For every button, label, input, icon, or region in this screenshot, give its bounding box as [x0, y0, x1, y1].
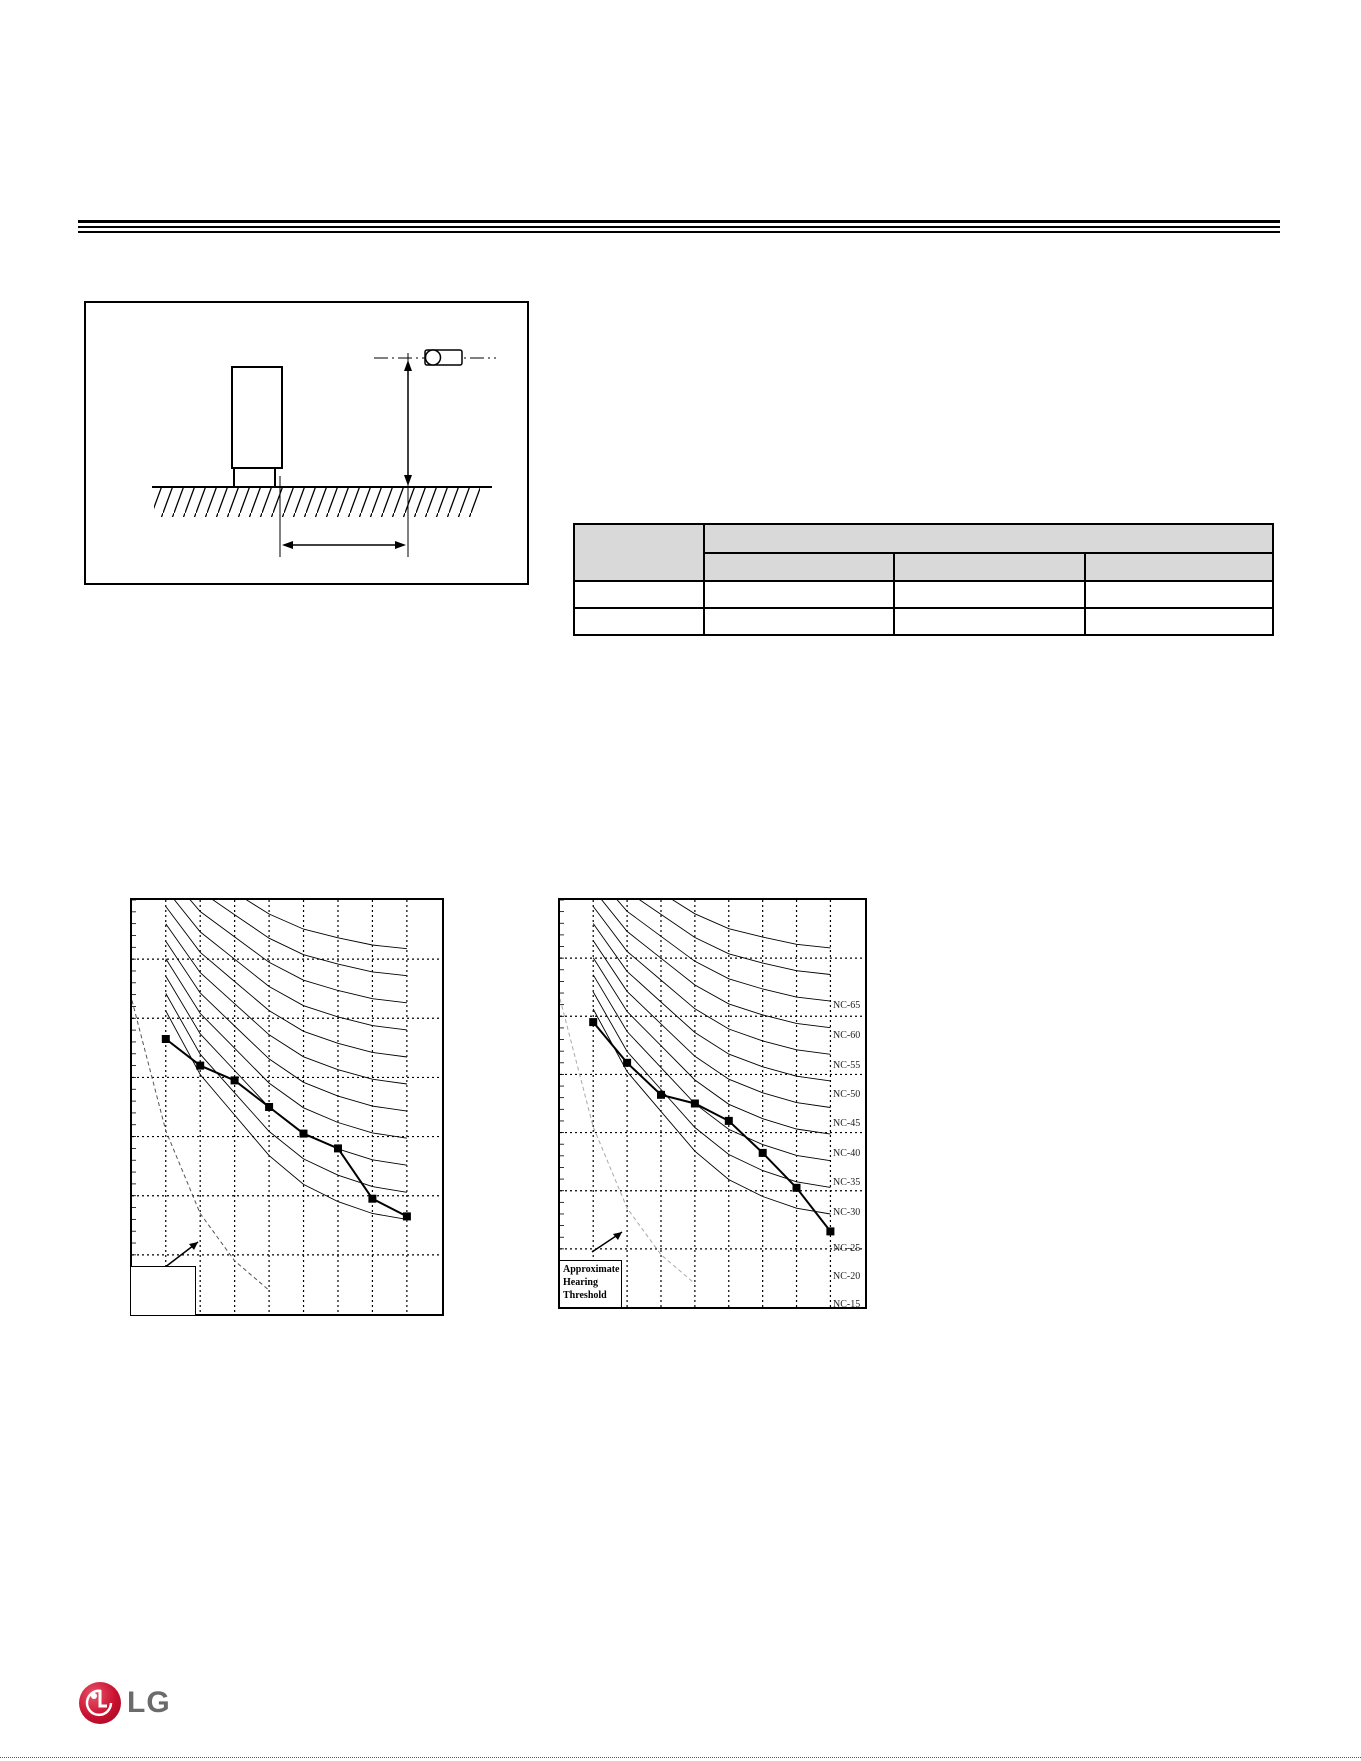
- nc-curve: [593, 924, 830, 1081]
- nc-label: NC-20: [833, 1271, 861, 1282]
- nc-label: NC-65: [833, 1000, 861, 1011]
- table-header-cell: [704, 524, 1273, 553]
- nc-chart-right: [558, 898, 867, 1309]
- threshold-line: Approximate: [563, 1264, 620, 1275]
- data-point: [623, 1059, 631, 1067]
- nc-curve: [166, 994, 407, 1193]
- nc-curve: [593, 900, 830, 1001]
- data-point: [403, 1212, 411, 1220]
- nc-label: NC-15: [833, 1299, 861, 1310]
- nc-curve: [593, 900, 830, 975]
- table-cell: [704, 608, 894, 635]
- data-point: [691, 1100, 699, 1108]
- data-point: [759, 1149, 767, 1157]
- nc-curve: [166, 924, 407, 1084]
- nc-curve: [593, 958, 830, 1134]
- table-cell: [1085, 608, 1273, 635]
- table-cell: [574, 608, 704, 635]
- measurement-diagram: [84, 301, 529, 585]
- table-cell: [704, 581, 894, 608]
- nc-label: NC-40: [833, 1148, 861, 1159]
- unit-cabinet: [232, 367, 282, 468]
- nc-label: NC-45: [833, 1118, 861, 1129]
- nc-chart-right-plot: [560, 900, 865, 1307]
- measurement-diagram-drawing: [86, 303, 527, 583]
- lg-logo: [79, 1681, 171, 1724]
- table-cell: [1085, 581, 1273, 608]
- data-point: [368, 1195, 376, 1203]
- table-header-cell: [704, 553, 894, 581]
- nc-curve: [593, 992, 830, 1188]
- nc-chart-left: [130, 898, 444, 1316]
- hearing-threshold-label: [559, 1260, 622, 1308]
- nc-label: NC-35: [833, 1177, 861, 1188]
- nc-curve: [166, 900, 407, 949]
- data-point: [162, 1035, 170, 1043]
- header-rule-mid: [78, 226, 1280, 228]
- threshold-line: Hearing: [563, 1277, 598, 1288]
- table-cell: [894, 581, 1085, 608]
- unit-base: [234, 468, 275, 487]
- table-row: [574, 581, 1273, 608]
- data-point: [657, 1091, 665, 1099]
- nc-curve: [593, 906, 830, 1054]
- lg-face-icon: [79, 1682, 121, 1724]
- hearing-threshold-box-left: [130, 1266, 196, 1316]
- nc-curve: [166, 941, 407, 1111]
- threshold-arrowhead: [613, 1232, 622, 1240]
- threshold-line: Threshold: [563, 1290, 607, 1301]
- ground-hatch: [154, 487, 480, 517]
- page-bottom-border: [0, 1757, 1361, 1758]
- nc-curve: [166, 900, 407, 976]
- nc-curve: [593, 900, 830, 948]
- nc-label: NC-55: [833, 1060, 861, 1071]
- nc-curve: [166, 900, 407, 1003]
- nc-curve: [166, 959, 407, 1138]
- data-point: [725, 1117, 733, 1125]
- table-header-cell: [574, 524, 704, 581]
- nc-label: NC-50: [833, 1089, 861, 1100]
- data-point: [300, 1130, 308, 1138]
- nc-curve: [593, 900, 830, 1028]
- table-row: [574, 608, 1273, 635]
- data-point: [334, 1144, 342, 1152]
- table-header-cell: [1085, 553, 1273, 581]
- sound-data-table: [573, 523, 1274, 636]
- table-cell: [894, 608, 1085, 635]
- data-point: [196, 1062, 204, 1070]
- header-rule-bottom: [78, 231, 1280, 233]
- microphone-icon: [425, 350, 462, 365]
- data-point: [793, 1184, 801, 1192]
- data-point: [826, 1227, 834, 1235]
- nc-curve: [166, 907, 407, 1058]
- nc-curve: [166, 1011, 407, 1220]
- lg-wordmark: LG: [127, 1685, 171, 1719]
- chart-grid: [132, 900, 442, 1314]
- nc-label: NC-60: [833, 1030, 861, 1041]
- nc-label: NC-30: [833, 1207, 861, 1218]
- nc-chart-left-plot: [132, 900, 442, 1314]
- table-cell: [574, 581, 704, 608]
- nc-label: NC-25: [833, 1243, 861, 1254]
- data-point: [265, 1103, 273, 1111]
- data-point: [589, 1018, 597, 1026]
- data-point: [231, 1076, 239, 1084]
- nc-curves: [593, 900, 830, 1214]
- table-header-cell: [894, 553, 1085, 581]
- nc-curves: [166, 900, 407, 1219]
- nc-curve: [166, 900, 407, 1030]
- nc-curve: [593, 941, 830, 1108]
- threshold-arrowhead: [189, 1242, 198, 1250]
- header-rule-top: [78, 220, 1280, 223]
- chart-grid: [560, 900, 865, 1307]
